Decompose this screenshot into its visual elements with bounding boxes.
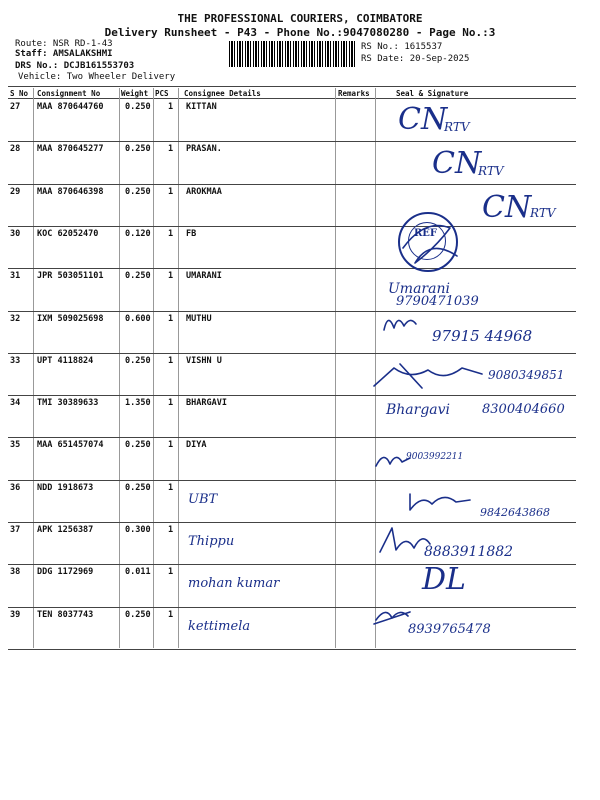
signature-cn: CN bbox=[432, 146, 482, 181]
row-weight: 0.250 bbox=[125, 186, 151, 197]
row-weight: 0.250 bbox=[125, 355, 151, 366]
row-weight: 0.250 bbox=[125, 144, 151, 155]
row-pcs: 1 bbox=[168, 144, 174, 155]
row-consignee-name: KITTAN bbox=[186, 102, 217, 112]
row-divider bbox=[8, 522, 576, 523]
row-divider bbox=[8, 311, 576, 312]
row-sno: 28 bbox=[10, 144, 21, 155]
row-pcs: 1 bbox=[168, 482, 174, 493]
delivery-stamp: REF bbox=[398, 212, 458, 272]
column-header-remarks: Remarks bbox=[338, 89, 370, 98]
row-consignee-name: DIYA bbox=[186, 440, 207, 451]
row-sno: 36 bbox=[10, 482, 21, 493]
row-sno: 32 bbox=[10, 313, 21, 324]
row-consignment-no: NDD 1918673 bbox=[37, 482, 94, 493]
row-divider bbox=[8, 395, 576, 396]
row-pcs: 1 bbox=[168, 525, 174, 535]
row-divider bbox=[8, 607, 576, 608]
row-sno: 35 bbox=[10, 440, 21, 451]
signature-scribble bbox=[404, 488, 474, 514]
row-divider bbox=[8, 649, 576, 650]
row-consignee-name: MUTHU bbox=[186, 313, 212, 324]
row-weight: 0.600 bbox=[125, 313, 151, 324]
company-title: THE PROFESSIONAL COURIERS, COIMBATORE bbox=[177, 12, 423, 25]
row-divider bbox=[8, 564, 576, 565]
row-divider bbox=[8, 268, 576, 269]
column-header-seal: Seal & Signature bbox=[396, 89, 469, 98]
row-divider bbox=[8, 226, 576, 227]
signature-umarani: Umarani bbox=[388, 281, 450, 297]
row-consignment-no: IXM 509025698 bbox=[37, 313, 104, 324]
signature-rtv: RTV bbox=[478, 164, 504, 178]
row-pcs: 1 bbox=[168, 186, 174, 197]
row-consignee-name: PRASAN. bbox=[186, 144, 222, 155]
row-consignment-no: MAA 870645277 bbox=[37, 144, 104, 155]
table-header-rule bbox=[8, 98, 576, 99]
row-consignment-no: MAA 870644760 bbox=[37, 102, 104, 112]
row-consignment-no: APK 1256387 bbox=[37, 525, 94, 535]
signature-cn: CN bbox=[482, 190, 532, 225]
row-pcs: 1 bbox=[168, 228, 174, 239]
row-weight: 0.011 bbox=[125, 567, 151, 578]
row-weight: 1.350 bbox=[125, 398, 151, 409]
barcode-image bbox=[229, 41, 355, 67]
row-consignee-name: VISHN U bbox=[186, 355, 222, 366]
row-divider bbox=[8, 184, 576, 185]
row-consignment-no: MAA 651457074 bbox=[37, 440, 104, 451]
row-sno: 38 bbox=[10, 567, 21, 578]
row-consignment-no: DDG 1172969 bbox=[37, 567, 94, 578]
phone-handwritten: 9003992211 bbox=[406, 452, 464, 462]
row-pcs: 1 bbox=[168, 313, 174, 324]
row-consignment-no: TMI 30389633 bbox=[37, 398, 99, 409]
row-consignee-name: BHARGAVI bbox=[186, 398, 227, 409]
column-header-weight: Weight bbox=[121, 89, 149, 98]
row-consignment-no: JPR 503051101 bbox=[37, 271, 104, 282]
staff-label: Staff: AMSALAKSHMI bbox=[15, 49, 113, 59]
phone-handwritten: 9790471039 bbox=[396, 294, 479, 309]
row-consignment-no: MAA 870646398 bbox=[37, 186, 104, 197]
signature-scribble bbox=[372, 604, 412, 626]
row-divider bbox=[8, 480, 576, 481]
phone-handwritten: 97915 44968 bbox=[432, 327, 533, 345]
column-header-consignee: Consignee Details bbox=[184, 89, 261, 98]
runsheet-title: Delivery Runsheet - P43 - Phone No.:9047080280 - Page No.:3 bbox=[104, 26, 496, 39]
row-pcs: 1 bbox=[168, 609, 174, 620]
row-sno: 31 bbox=[10, 271, 21, 282]
row-consignment-no: UPT 4118824 bbox=[37, 355, 94, 366]
row-consignee-name: AROKMAA bbox=[186, 186, 222, 197]
phone-handwritten: 8883911882 bbox=[424, 544, 514, 560]
column-header-pcs: PCS bbox=[155, 89, 169, 98]
row-weight: 0.250 bbox=[125, 102, 151, 112]
phone-handwritten: 8939765478 bbox=[408, 622, 491, 637]
row-divider bbox=[8, 353, 576, 354]
rs-date-label: RS Date: 20-Sep-2025 bbox=[361, 54, 470, 64]
phone-handwritten: 9080349851 bbox=[488, 368, 565, 382]
row-pcs: 1 bbox=[168, 271, 174, 282]
signature-scribble bbox=[370, 360, 490, 392]
row-divider bbox=[8, 437, 576, 438]
signature-cn: CN bbox=[398, 102, 448, 137]
row-divider bbox=[8, 141, 576, 142]
column-header-sno: S No bbox=[10, 89, 29, 98]
row-consignee-handwritten: Thippu bbox=[188, 534, 235, 549]
row-consignment-no: TEN 8037743 bbox=[37, 609, 94, 620]
table-top-rule bbox=[8, 86, 576, 87]
drs-label: DRS No.: DCJB161553703 bbox=[15, 61, 135, 71]
row-sno: 37 bbox=[10, 525, 21, 535]
column-header-consignment: Consignment No bbox=[37, 89, 101, 98]
row-consignee-handwritten: mohan kumar bbox=[188, 576, 280, 592]
signature-rtv: RTV bbox=[444, 120, 470, 134]
row-weight: 0.250 bbox=[125, 271, 151, 282]
signature-dl: DL bbox=[422, 562, 466, 597]
row-pcs: 1 bbox=[168, 440, 174, 451]
signature-rtv: RTV bbox=[530, 206, 556, 220]
row-consignee-name: UMARANI bbox=[186, 271, 222, 282]
signature-bhargavi: Bhargavi bbox=[386, 402, 451, 418]
row-weight: 0.300 bbox=[125, 525, 151, 535]
row-pcs: 1 bbox=[168, 567, 174, 578]
row-sno: 29 bbox=[10, 186, 21, 197]
vehicle-label: Vehicle: Two Wheeler Delivery bbox=[18, 72, 176, 82]
row-weight: 0.120 bbox=[125, 228, 151, 239]
row-weight: 0.250 bbox=[125, 609, 151, 620]
row-sno: 27 bbox=[10, 102, 21, 112]
phone-handwritten: 8300404660 bbox=[482, 402, 565, 417]
row-weight: 0.250 bbox=[125, 482, 151, 493]
row-consignee-handwritten: UBT bbox=[188, 491, 218, 507]
row-pcs: 1 bbox=[168, 398, 174, 409]
row-weight: 0.250 bbox=[125, 440, 151, 451]
signature-scribble bbox=[380, 310, 420, 338]
stamp-scribble bbox=[395, 208, 465, 273]
phone-handwritten: 9842643868 bbox=[480, 506, 550, 519]
row-sno: 33 bbox=[10, 355, 21, 366]
row-consignee-name: FB bbox=[186, 228, 197, 239]
row-consignee-handwritten: kettimela bbox=[188, 618, 251, 634]
row-sno: 39 bbox=[10, 609, 21, 620]
row-pcs: 1 bbox=[168, 102, 174, 112]
row-pcs: 1 bbox=[168, 355, 174, 366]
rs-no-label: RS No.: 1615537 bbox=[361, 42, 443, 52]
row-sno: 30 bbox=[10, 228, 21, 239]
row-consignment-no: KOC 62052470 bbox=[37, 228, 99, 239]
row-sno: 34 bbox=[10, 398, 21, 409]
route-label: Route: NSR RD-1-43 bbox=[15, 39, 113, 49]
